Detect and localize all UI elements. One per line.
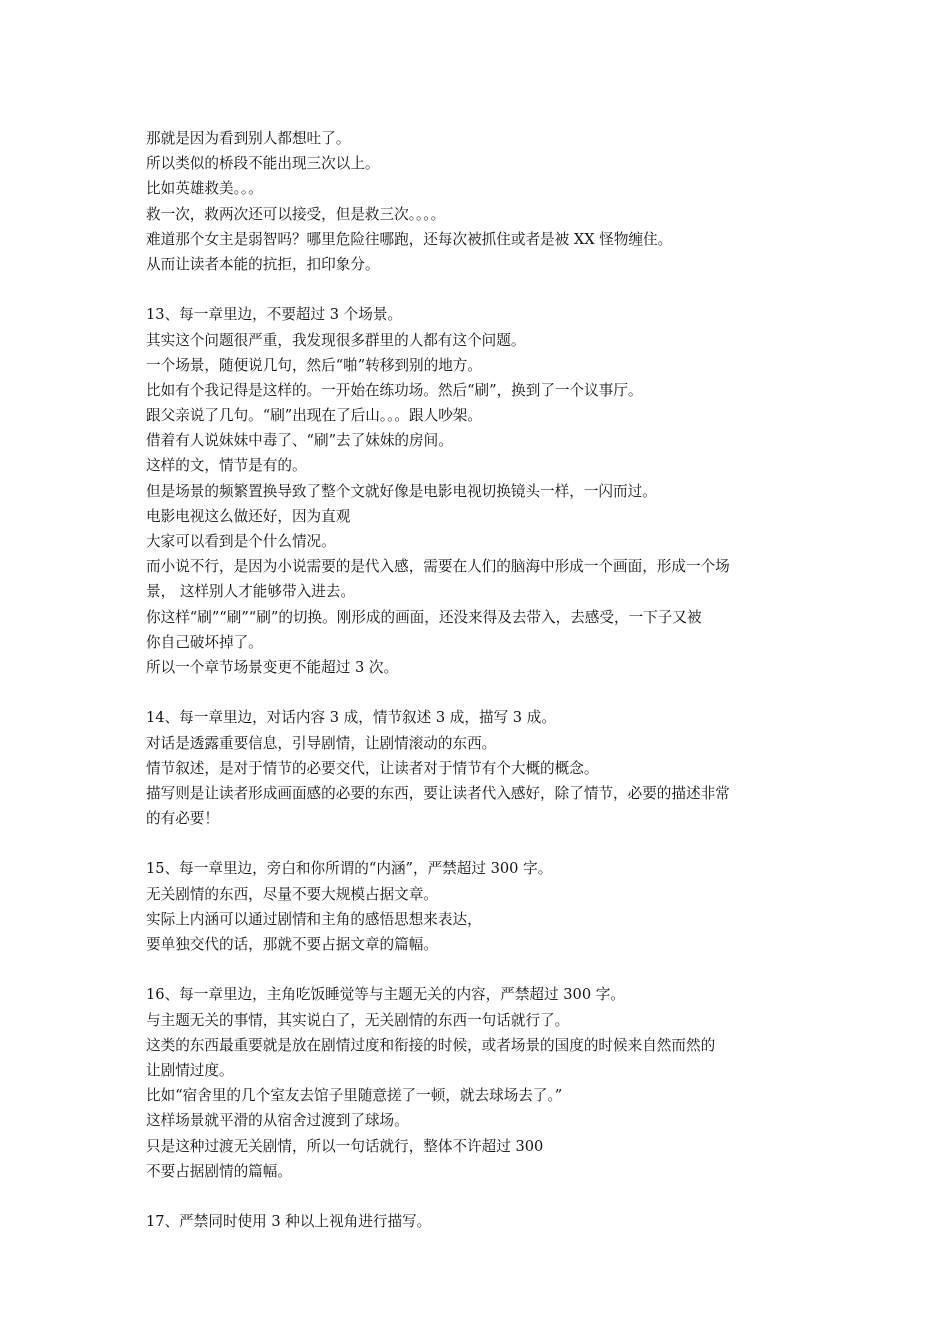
text-line: 这样的文，情节是有的。: [146, 457, 307, 475]
text-line: 对话是透露重要信息，引导剧情，让剧情滚动的东西。: [146, 734, 497, 752]
text-line: 其实这个问题很严重，我发现很多群里的人都有这个问题。: [146, 331, 526, 349]
text-line: 所以类似的桥段不能出现三次以上。: [146, 155, 380, 173]
section-heading-13: 13、每一章里边，不要超过 3 个场景。: [146, 306, 403, 324]
text-line: 实际上内涵可以通过剧情和主角的感悟思想来表达，: [146, 910, 482, 928]
text-line: 比如英雄救美。。。: [146, 180, 263, 198]
paragraph-spacer: [146, 957, 808, 982]
text-line: 一个场景，随便说几句，然后“啪”转移到别的地方。: [146, 356, 482, 374]
paragraph-spacer: [146, 277, 808, 302]
section-heading-16: 16、每一章里边，主角吃饭睡觉等与主题无关的内容，严禁超过 300 字。: [146, 986, 625, 1004]
text-line: 借着有人说妹妹中毒了、“刷”去了妹妹的房间。: [146, 432, 453, 450]
section-heading-14: 14、每一章里边，对话内容 3 成，情节叙述 3 成，描写 3 成。: [146, 709, 556, 727]
paragraph-spacer: [146, 680, 808, 705]
text-line: 但是场景的频繁置换导致了整个文就好像是电影电视切换镜头一样，一闪而过。: [146, 482, 657, 500]
text-line: 要单独交代的话，那就不要占据文章的篇幅。: [146, 936, 438, 953]
paragraph-spacer: [146, 831, 808, 856]
section-heading-17: 17、严禁同时使用 3 种以上视角进行描写。: [146, 1213, 432, 1231]
text-line: 比如有个我记得是这样的。一开始在练功场。然后“刷”，换到了一个议事厅。: [146, 381, 643, 399]
text-line: 这样场景就平滑的从宿舍过渡到了球场。: [146, 1112, 409, 1130]
text-line: 情节叙述，是对于情节的必要交代，让读者对于情节有个大概的概念。: [146, 759, 599, 777]
text-line: 只是这种过渡无关剧情，所以一句话就行，整体不许超过 300: [146, 1137, 544, 1155]
text-line: 景， 这样别人才能够带入进去。: [146, 583, 355, 601]
text-line: 那就是因为看到别人都想吐了。: [146, 130, 351, 147]
text-line: 从而让读者本能的抗拒，扣印象分。: [146, 255, 380, 273]
text-line: 救一次，救两次还可以接受，但是救三次。。。。: [146, 205, 446, 223]
text-line: 无关剧情的东西，尽量不要大规模占据文章。: [146, 885, 438, 903]
text-line: 大家可以看到是个什么情况。: [146, 533, 336, 550]
text-line: 难道那个女主是弱智吗？哪里危险往哪跑，还每次被抓住或者是被 XX 怪物缠住。: [146, 230, 673, 248]
text-line: 描写则是让读者形成画面感的必要的东西，要让读者代入感好，除了情节，必要的描述非常: [146, 784, 730, 802]
text-line: 所以一个章节场景变更不能超过 3 次。: [146, 658, 399, 676]
text-line: 电影电视这么做还好，因为直观: [146, 507, 351, 525]
document-page: [146, 126, 808, 1234]
section-heading-15: 15、每一章里边，旁白和你所谓的“内涵”，严禁超过 300 字。: [146, 860, 553, 878]
text-line: 跟父亲说了几句。“刷”出现在了后山。。。跟人吵架。: [146, 407, 482, 425]
text-line: 比如“宿舍里的几个室友去馆子里随意搓了一顿，就去球场去了。”: [146, 1087, 563, 1105]
text-line: 让剧情过度。: [146, 1061, 234, 1079]
text-line: 而小说不行，是因为小说需要的是代入感，需要在人们的脑海中形成一个画面，形成一个场: [146, 558, 730, 576]
paragraph-spacer: [146, 1184, 808, 1209]
text-line: 与主题无关的事情，其实说白了，无关剧情的东西一句话就行了。: [146, 1011, 570, 1029]
text-line: 这类的东西最重要就是放在剧情过度和衔接的时候，或者场景的国度的时候来自然而然的: [146, 1036, 716, 1054]
text-line: 你这样“刷”“刷”“刷”的切换。刚形成的画面，还没来得及去带入，去感受，一下子又被: [146, 608, 702, 626]
text-line: 你自己破坏掉了。: [146, 633, 263, 651]
text-line: 的有必要！: [146, 810, 219, 828]
text-line: 不要占据剧情的篇幅。: [146, 1162, 292, 1180]
